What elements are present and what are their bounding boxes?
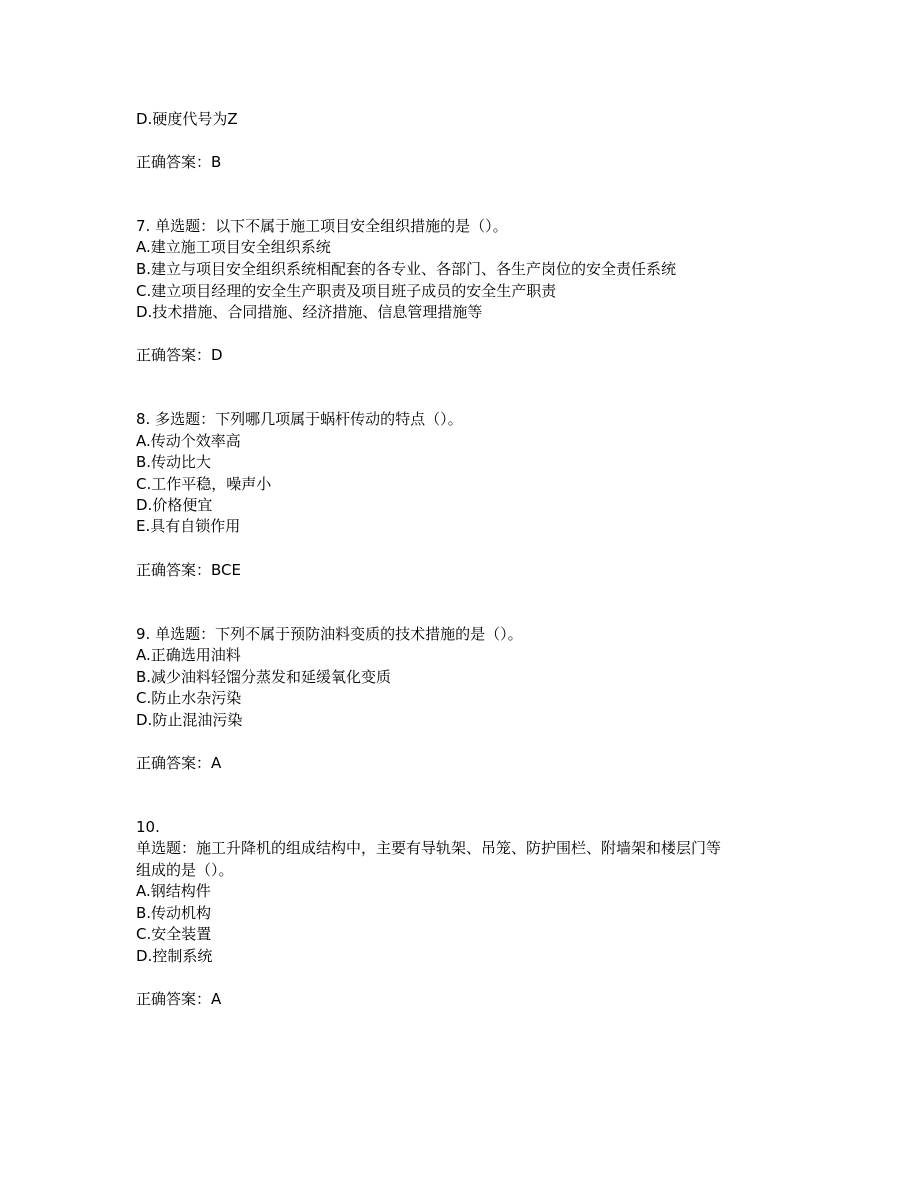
q9-option-d: D.防止混油污染	[136, 711, 243, 729]
prev-option-d: D.硬度代号为Z	[136, 110, 238, 128]
q10-answer: 正确答案：A	[136, 990, 222, 1008]
q10-option-d: D.控制系统	[136, 947, 213, 965]
q8-stem: 8. 多选题：下列哪几项属于蜗杆传动的特点（）。	[136, 410, 463, 428]
q7-stem: 7. 单选题：以下不属于施工项目安全组织措施的是（）。	[136, 217, 508, 235]
q7-answer: 正确答案：D	[136, 346, 223, 364]
q9-stem: 9. 单选题：下列不属于预防油料变质的技术措施的是（）。	[136, 625, 523, 643]
q10-stem-line2: 组成的是（）。	[136, 861, 234, 879]
q8-option-e: E.具有自锁作用	[136, 517, 241, 535]
q9-option-a: A.正确选用油料	[136, 646, 241, 664]
q8-option-c: C.工作平稳，噪声小	[136, 475, 272, 493]
q10-option-b: B.传动机构	[136, 904, 212, 922]
q9-option-c: C.防止水杂污染	[136, 689, 242, 707]
q9-option-b: B.减少油料轻馏分蒸发和延缓氧化变质	[136, 668, 392, 686]
q10-stem-line1: 单选题：施工升降机的组成结构中，主要有导轨架、吊笼、防护围栏、附墙架和楼层门等	[136, 839, 722, 857]
q10-option-a: A.钢结构件	[136, 882, 211, 900]
q7-option-b: B.建立与项目安全组织系统相配套的各专业、各部门、各生产岗位的安全责任系统	[136, 260, 677, 278]
q7-option-c: C.建立项目经理的安全生产职责及项目班子成员的安全生产职责	[136, 282, 557, 300]
q8-option-a: A.传动个效率高	[136, 432, 241, 450]
q7-option-a: A.建立施工项目安全组织系统	[136, 238, 331, 256]
q8-option-b: B.传动比大	[136, 453, 212, 471]
q7-option-d: D.技术措施、合同措施、经济措施、信息管理措施等	[136, 303, 483, 321]
q10-number: 10.	[136, 818, 160, 836]
q8-answer: 正确答案：BCE	[136, 561, 241, 579]
q10-option-c: C.安全装置	[136, 925, 212, 943]
prev-answer: 正确答案：B	[136, 153, 222, 171]
q9-answer: 正确答案：A	[136, 754, 222, 772]
q8-option-d: D.价格便宜	[136, 496, 213, 514]
